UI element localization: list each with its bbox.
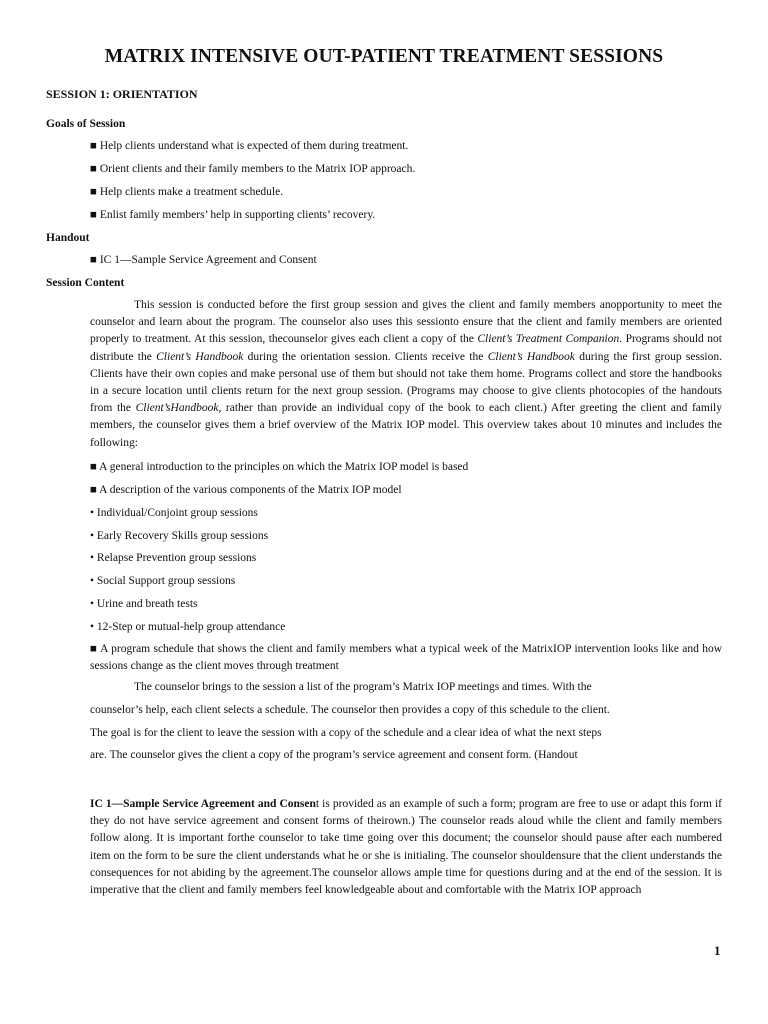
page-title: MATRIX INTENSIVE OUT-PATIENT TREATMENT SESSIONS [104,46,664,67]
page-number: 1 [714,943,721,958]
agreement-paragraph: IC 1—Sample Service Agreement and Consent is provided as an example of such a form; program are free to use or adapt this form if they do not have service agreement and consent forms of theirown.) The counselor reads aloud while the client and family members follow along. It is important forthe counselor to take time going over this document; the counselor should pause after each numbered item on the form to be sure the client understands what he or she is initialing. The counselor shouldensure that the client understands the consequences for not abiding by the agreement.The counselor allows ample time for questions during and at the end of the session. It is imperative that the client and family members feel knowledgeable about and comfortable with the Matrix IOP approach [90,798,722,897]
overview-item: ■ A general introduction to the principles on which the Matrix IOP model is based [90,461,469,473]
schedule-bullet: ■ A program schedule that shows the client and family members what a typical week of the MatrixIOP intervention looks like and how sessions change as the client moves through treatment [90,643,722,673]
component-item: • Individual/Conjoint group sessions [90,507,258,519]
goal-item: ■ Orient clients and their family members to the Matrix IOP approach. [90,163,416,175]
intro-paragraph: This session is conducted before the first group session and gives the client and family members anopportunity to meet the counselor and learn about the program. The counselor also uses this sessionto ensure that the client and family members are oriented properly to treatment. At this session, thecounselor gives each client a copy of the Client’s Treatment Companion. Programs should not distribute the Client’s Handbook during the orientation session. Clients receive the Client’s Handbook during the first group session. Clients have their own copies and make personal use of them but should not take them home. Programs collect and store the handbooks in a secure location until clients return for the next group session. (Programs may choose to give clients photocopies of the handouts from the Client’sHandbook, rather than provide an individual copy of the book to each client.) After greeting the client and family members, the counselor gives them a brief overview of the Matrix IOP model. This overview takes about 10 minutes and includes the following: [90,299,723,449]
goal-item: ■ Help clients make a treatment schedule. [90,186,284,198]
goals-heading: Goals of Session [46,118,126,130]
handout-item: ■ IC 1—Sample Service Agreement and Consent [90,254,317,266]
goal-item: ■ Help clients understand what is expected of them during treatment. [90,140,409,152]
component-item: • Early Recovery Skills group sessions [90,530,269,542]
component-item: • 12-Step or mutual-help group attendance [90,621,286,633]
schedule-paragraph-line: The goal is for the client to leave the session with a copy of the schedule and a clear idea of what the next steps [90,727,602,739]
schedule-paragraph-line: The counselor brings to the session a list of the program’s Matrix IOP meetings and times. With the [134,681,592,693]
component-item: • Relapse Prevention group sessions [90,552,257,564]
handout-heading: Handout [46,232,90,244]
overview-item: ■ A description of the various components of the Matrix IOP model [90,484,402,496]
component-item: • Urine and breath tests [90,598,198,610]
goal-item: ■ Enlist family members’ help in supporting clients’ recovery. [90,209,376,221]
schedule-paragraph-line: counselor’s help, each client selects a schedule. The counselor then provides a copy of this schedule to the client. [90,704,610,716]
session-heading: SESSION 1: ORIENTATION [46,87,198,101]
session-content-heading: Session Content [46,277,125,289]
schedule-paragraph-line: are. The counselor gives the client a copy of the program’s service agreement and consent form. (Handout [90,749,578,761]
component-item: • Social Support group sessions [90,575,236,587]
